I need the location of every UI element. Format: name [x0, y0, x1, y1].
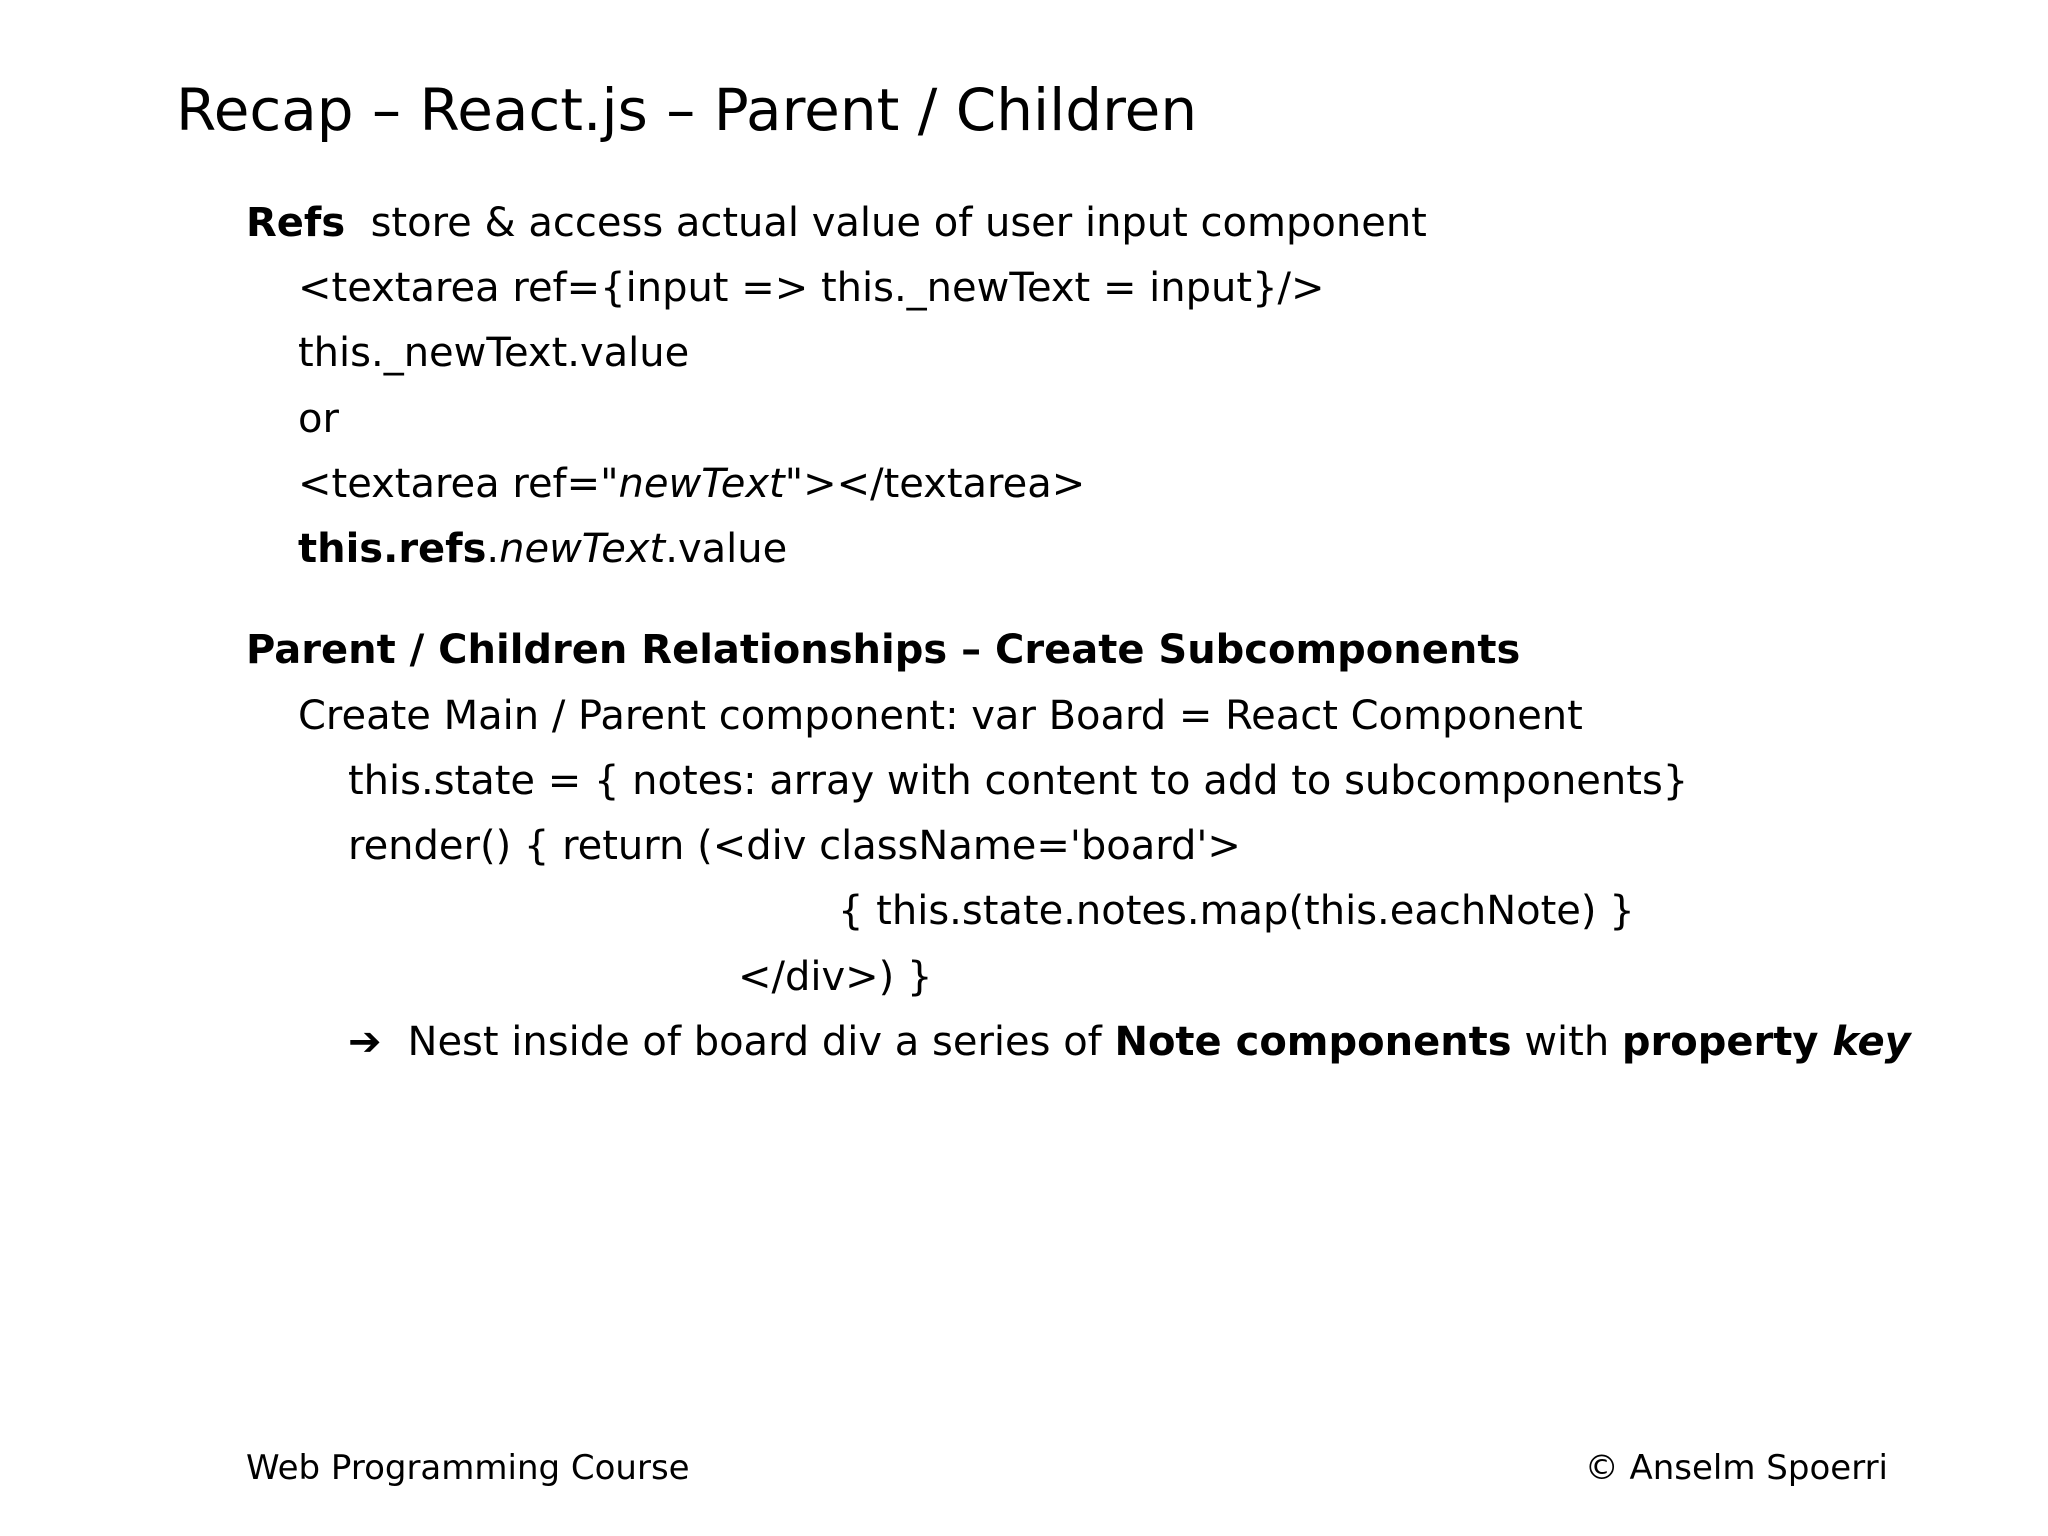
footer-copyright: © Anselm Spoerri: [1584, 1448, 1888, 1488]
refs-description: store & access actual value of user input component: [370, 200, 1427, 246]
footer-course: Web Programming Course: [246, 1448, 690, 1488]
refs-heading-line: [246, 200, 1427, 246]
refs-string-ref-line: [298, 461, 1086, 507]
refs-string-suffix: "></textarea>: [784, 461, 1086, 507]
parent-heading: Parent / Children Relationships – Create Subcomponents: [246, 627, 1521, 673]
refs-string-name: newText: [618, 461, 785, 507]
nest-property: property: [1621, 1019, 1833, 1065]
nest-text-2: with: [1511, 1019, 1622, 1065]
slide-title: Recap – React.js – Parent / Children: [176, 76, 1198, 144]
refs-or-line: or: [298, 396, 339, 442]
parent-render-line: render() { return (<div className='board'>: [348, 823, 1241, 869]
refs-dot: .: [486, 526, 500, 572]
refs-this-refs: this.refs: [298, 526, 487, 572]
refs-string-prefix: <textarea ref=": [298, 461, 619, 507]
refs-value-suffix: .value: [665, 526, 788, 572]
parent-close-line: </div>) }: [738, 954, 933, 1000]
refs-heading: Refs: [246, 200, 346, 246]
arrow-right-icon: ➔: [348, 1019, 382, 1065]
parent-nest-line: [348, 1019, 1911, 1065]
parent-create-main-line: Create Main / Parent component: var Board = React Component: [298, 693, 1583, 739]
nest-text-1: Nest inside of board div a series of: [407, 1019, 1115, 1065]
refs-callback-line: <textarea ref={input => this._newText = input}/>: [298, 265, 1325, 311]
parent-map-line: { this.state.notes.map(this.eachNote) }: [838, 888, 1635, 934]
refs-this-refs-line: [298, 526, 788, 572]
refs-new-text: newText: [499, 526, 666, 572]
nest-note-components: Note components: [1114, 1019, 1512, 1065]
nest-key: key: [1832, 1019, 1911, 1065]
refs-value-line: this._newText.value: [298, 330, 690, 376]
parent-state-line: this.state = { notes: array with content to add to subcomponents}: [348, 758, 1689, 804]
